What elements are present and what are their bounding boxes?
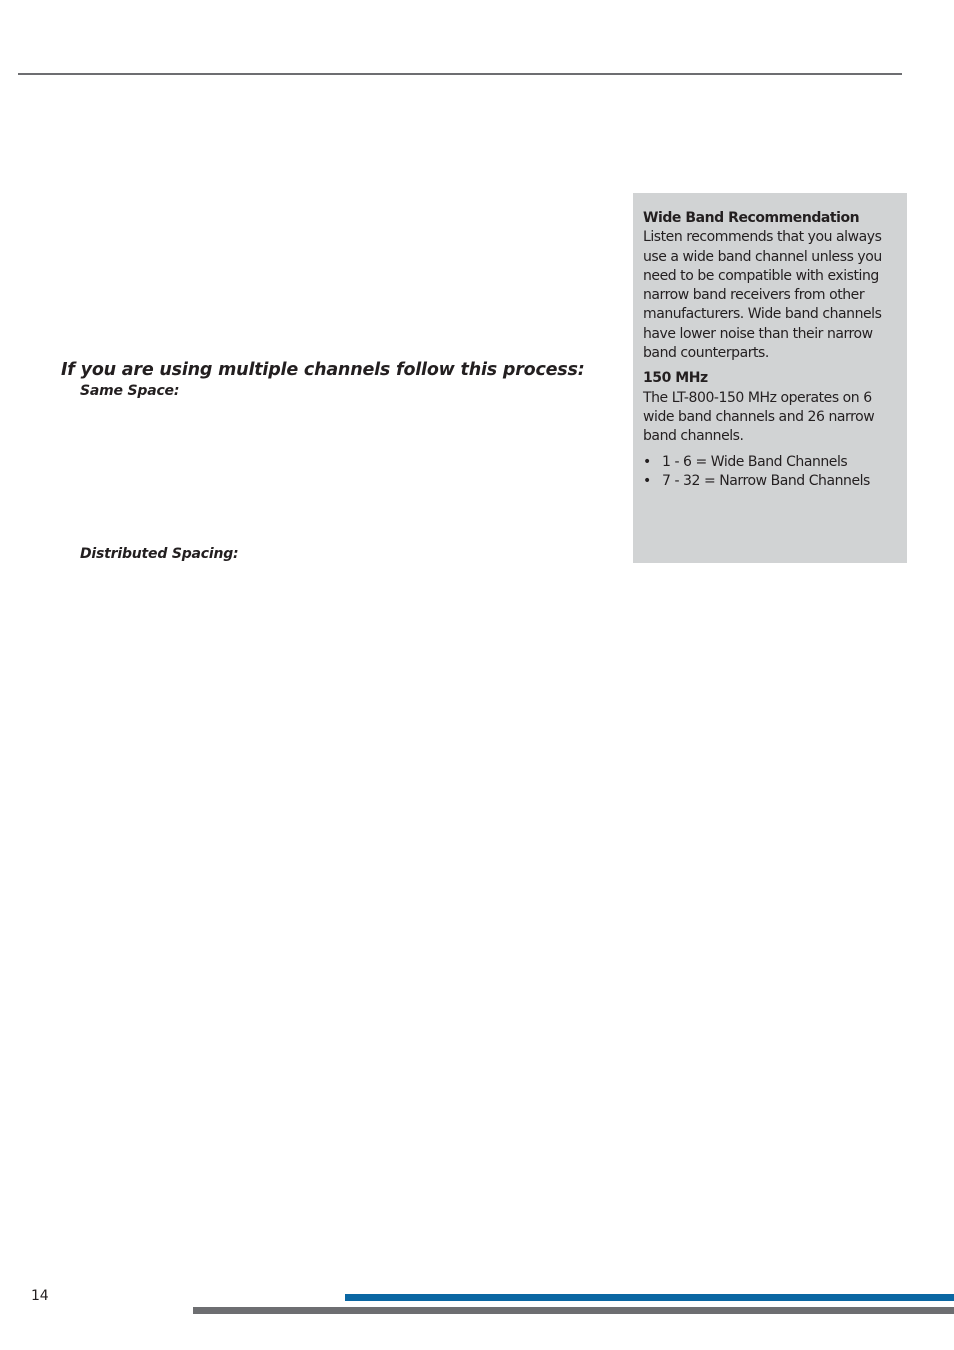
channel-list	[643, 453, 897, 492]
sidebar-text-wide-band: Listen recommends that you always use a wide band channel unless you need to be compatible with existing narrow band receivers from other manufacturers. Wide band channels have lower noise than their narrow band counterparts.	[643, 229, 882, 362]
footer-rule	[193, 1307, 954, 1314]
sidebar-title-150mhz: 150 MHz	[643, 370, 708, 387]
section-heading: If you are using multiple channels follow this process:	[61, 360, 585, 380]
subheading-same-space: Same Space:	[80, 383, 180, 399]
subheading-distributed-spacing: Distributed Spacing:	[80, 546, 239, 562]
footer-accent-bar	[345, 1294, 954, 1301]
sidebar-text-150mhz: The LT-800-150 MHz operates on 6 wide band channels and 26 narrow band channels.	[643, 389, 875, 445]
bullet-icon: •	[643, 453, 651, 470]
sidebar-title-wide-band: Wide Band Recommendation	[643, 210, 860, 226]
list-item	[643, 472, 897, 491]
header-rule	[18, 73, 902, 75]
list-item-text: 7 - 32 = Narrow Band Channels	[662, 472, 870, 489]
page-number: 14	[31, 1288, 49, 1304]
list-item-text: 1 - 6 = Wide Band Channels	[662, 453, 848, 470]
sidebar-note-box	[633, 193, 907, 563]
bullet-icon: •	[643, 472, 651, 489]
list-item	[643, 453, 897, 472]
